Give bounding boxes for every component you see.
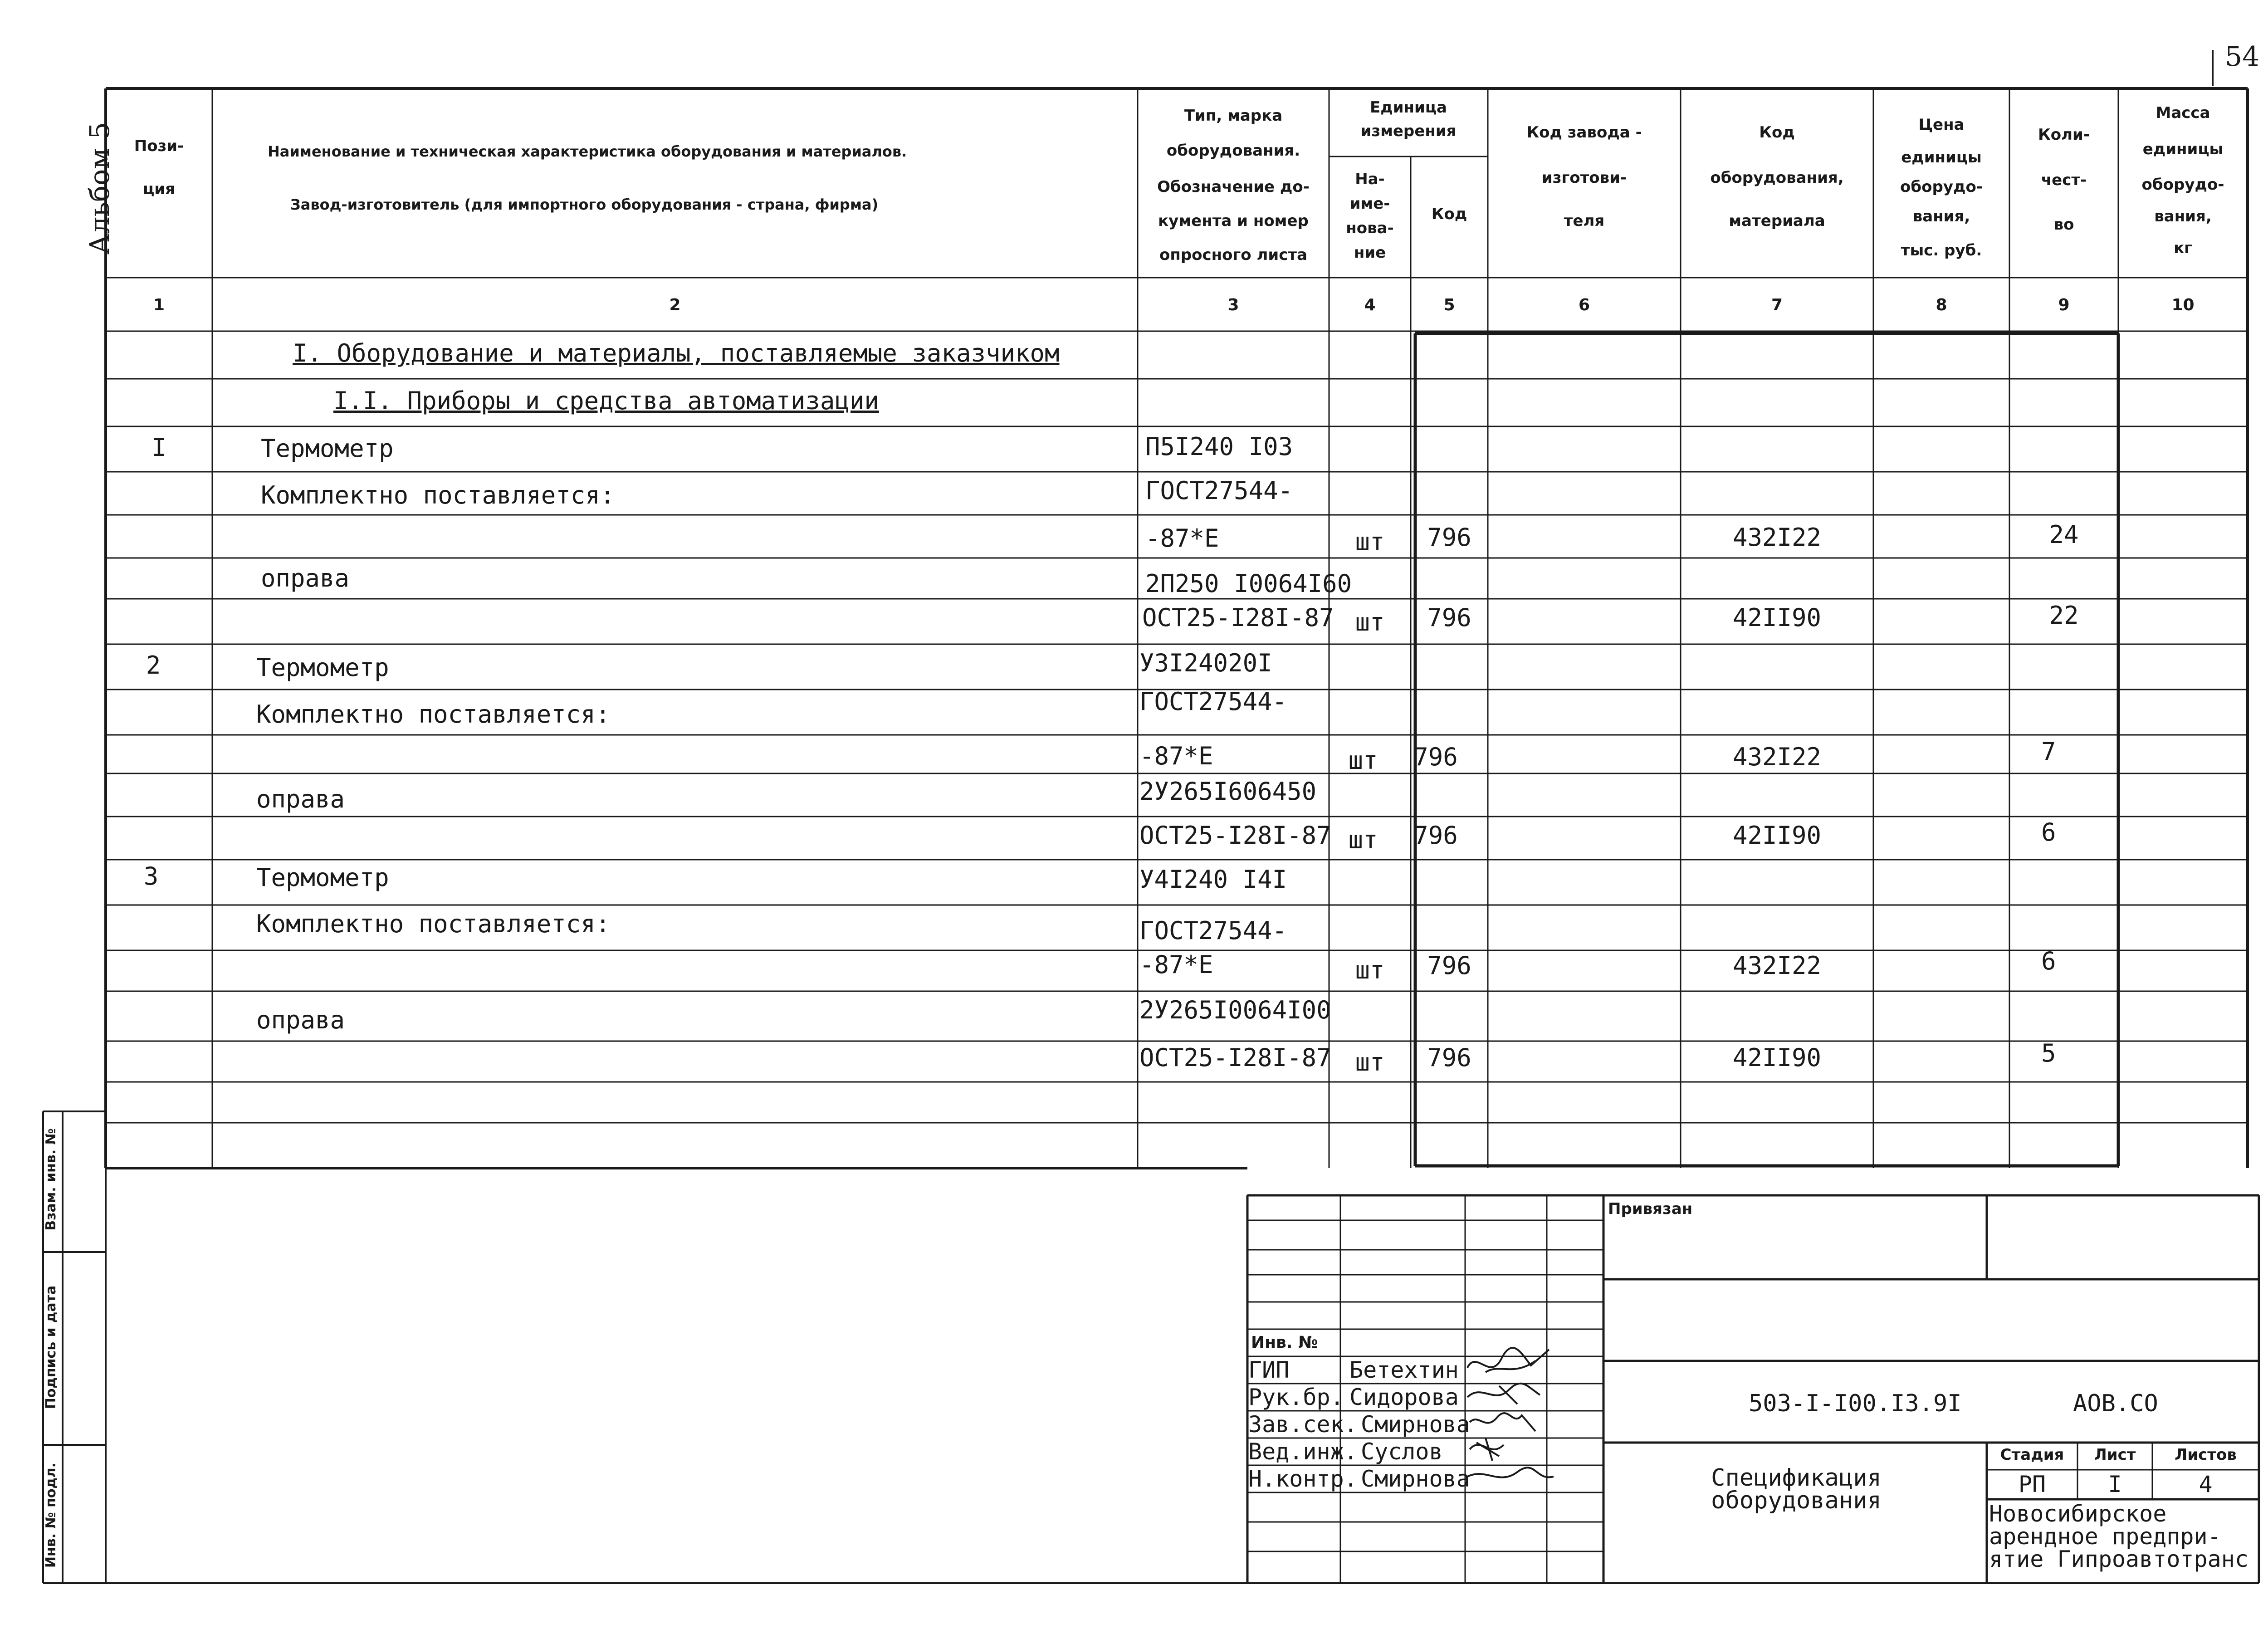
header-col1-l2: ция [143, 180, 175, 198]
header-col4-l2: име- [1349, 195, 1390, 213]
header-col8-l4: вания, [1912, 207, 1970, 225]
row-quantity: 6 [2041, 947, 2056, 975]
row-material-code: 42II90 [1732, 1043, 1822, 1072]
header-col6-l1: Код завода - [1526, 123, 1642, 142]
sheet-label: Лист [2094, 1446, 2136, 1464]
header-col3-l1: Тип, марка [1184, 107, 1283, 125]
signer-name: Смирнова [1361, 1411, 1470, 1438]
album-label: Альбом 5 [84, 122, 116, 255]
stamp-inv-zam: Взам. инв. № [43, 1128, 59, 1231]
header-col7-l2: оборудования, [1710, 169, 1844, 187]
row-quantity: 22 [2049, 601, 2079, 630]
header-col8-l1: Цена [1918, 116, 1965, 134]
row-name: оправа [261, 564, 350, 592]
row-type: ГОСТ27544- [1139, 916, 1287, 945]
header-col4-l3: нова- [1346, 219, 1394, 237]
row-type: -87*Е [1145, 524, 1219, 553]
section-title-1-1: I.I. Приборы и средства автоматизации [333, 386, 879, 415]
row-type: 2У265I606450 [1139, 777, 1317, 806]
row-type: ОСТ25-I28I-87 [1142, 603, 1334, 632]
signer-name: Смирнова [1361, 1466, 1470, 1492]
row-type: ОСТ25-I28I-87 [1139, 1043, 1331, 1072]
row-unit: шт [1348, 826, 1378, 854]
row-unit-code: 796 [1427, 951, 1471, 980]
org-l2: арендное предпри- [1989, 1523, 2221, 1550]
header-col10-l3: оборудо- [2141, 176, 2224, 194]
header-col9-l3: во [2053, 215, 2074, 234]
header-unit-group-l2: измерения [1360, 122, 1457, 140]
row-name: Термометр [256, 653, 389, 682]
org-l3: ятие Гипроавтотранс [1989, 1546, 2248, 1572]
colnum-7: 7 [1771, 296, 1783, 314]
signer-role: Вед.инж. [1248, 1438, 1358, 1465]
org-l1: Новосибирское [1989, 1501, 2167, 1527]
row-unit: шт [1355, 528, 1385, 556]
row-type: У4I240 I4I [1139, 865, 1287, 894]
row-name: Термометр [256, 863, 389, 892]
colnum-8: 8 [1936, 296, 1947, 314]
row-type: П5I240 I03 [1145, 432, 1293, 461]
row-name: оправа [256, 1006, 345, 1034]
row-name: Комплектно поставляется: [256, 910, 611, 938]
doc-title-l2: оборудования [1711, 1487, 1882, 1514]
header-col7-l1: Код [1759, 123, 1795, 142]
signer-role: Рук.бр. [1248, 1384, 1344, 1410]
doc-title-l1: Спецификация [1711, 1464, 1882, 1492]
header-col6-l3: теля [1564, 212, 1605, 230]
row-material-code: 432I22 [1732, 523, 1822, 552]
header-col9-l2: чест- [2041, 171, 2087, 189]
signer-role: ГИП [1248, 1357, 1290, 1383]
header-col10-l1: Масса [2156, 104, 2210, 122]
header-col2-l2: Завод-изготовитель (для импортного оборудования - страна, фирма) [290, 196, 879, 213]
row-material-code: 432I22 [1732, 951, 1822, 980]
header-col4-l1: На- [1355, 170, 1385, 188]
row-unit-code: 796 [1413, 743, 1458, 771]
row-name: оправа [256, 785, 345, 813]
colnum-9: 9 [2058, 296, 2070, 314]
row-unit-code: 796 [1427, 1043, 1471, 1072]
row-type: У3I24020I [1139, 649, 1272, 677]
header-col1-l1: Пози- [134, 137, 184, 155]
header-col7-l3: материала [1729, 212, 1825, 230]
colnum-3: 3 [1227, 296, 1239, 314]
colnum-6: 6 [1578, 296, 1590, 314]
row-quantity: 5 [2041, 1039, 2056, 1067]
stamp-inv-podl: Инв. № подл. [43, 1462, 59, 1568]
stage-value: РП [2018, 1471, 2046, 1497]
row-material-code: 432I22 [1732, 743, 1822, 771]
row-material-code: 42II90 [1732, 603, 1822, 632]
colnum-5: 5 [1443, 296, 1455, 314]
row-type: -87*Е [1139, 742, 1213, 770]
row-unit-code: 796 [1413, 821, 1458, 850]
header-col8-l3: оборудо- [1900, 178, 1983, 196]
row-unit-code: 796 [1427, 603, 1471, 632]
row-unit-code: 796 [1427, 523, 1471, 552]
signer-name: Сидорова [1349, 1384, 1459, 1410]
row-quantity: 24 [2049, 520, 2079, 549]
sheet-value: I [2108, 1471, 2122, 1497]
row-position: 3 [143, 862, 159, 890]
colnum-2: 2 [669, 296, 681, 314]
header-col9-l1: Коли- [2038, 126, 2090, 144]
row-unit: шт [1348, 746, 1378, 775]
row-name: Термометр [261, 434, 394, 463]
sheets-value: 4 [2199, 1471, 2213, 1497]
stamp-podpis-data: Подпись и дата [43, 1285, 59, 1409]
colnum-1: 1 [153, 296, 165, 314]
page-number: 54 [2225, 41, 2260, 73]
row-quantity: 6 [2041, 818, 2056, 846]
header-col10-l4: вания, [2154, 207, 2212, 225]
row-type: ГОСТ27544- [1139, 687, 1287, 716]
signer-role: Зав.сек. [1248, 1411, 1358, 1438]
row-type: ОСТ25-I28I-87 [1139, 821, 1331, 850]
header-col6-l2: изготови- [1541, 169, 1627, 187]
row-type: -87*Е [1139, 950, 1213, 979]
sheets-label: Листов [2175, 1446, 2237, 1464]
section-title-1: I. Оборудование и материалы, поставляемые заказчиком [293, 339, 1060, 367]
header-col3-l3: Обозначение до- [1157, 178, 1310, 196]
header-col3-l5: опросного листа [1159, 246, 1308, 264]
row-quantity: 7 [2041, 737, 2056, 766]
header-col4-l4: ние [1354, 244, 1386, 262]
row-material-code: 42II90 [1732, 821, 1822, 850]
header-col3-l2: оборудования. [1166, 142, 1300, 160]
inv-no-label: Инв. № [1251, 1333, 1318, 1352]
row-unit: шт [1355, 956, 1385, 984]
header-col10-l5: кг [2174, 239, 2192, 257]
handwritten-signatures [1458, 1340, 1576, 1495]
header-unit-group-l1: Единица [1370, 98, 1447, 117]
doc-code: 503-I-I00.I3.9I [1749, 1390, 1962, 1417]
row-unit: шт [1355, 1048, 1385, 1076]
colnum-10: 10 [2171, 296, 2195, 314]
signer-name: Бетехтин [1349, 1357, 1459, 1383]
row-unit: шт [1355, 608, 1385, 636]
row-position: I [152, 433, 166, 462]
row-type: ГОСТ27544- [1145, 476, 1293, 505]
header-col5: Код [1431, 205, 1467, 223]
row-name: Комплектно поставляется: [256, 700, 611, 729]
row-name: Комплектно поставляется: [261, 481, 615, 509]
header-col10-l2: единицы [2142, 140, 2224, 158]
signer-name: Суслов [1361, 1438, 1443, 1465]
colnum-4: 4 [1364, 296, 1376, 314]
header-col8-l5: тыс. руб. [1901, 241, 1982, 259]
header-col2-l1: Наименование и техническая характеристика оборудования и материалов. [268, 143, 907, 160]
doc-mark: АОВ.СО [2073, 1390, 2158, 1417]
header-col3-l4: кумента и номер [1158, 212, 1309, 230]
header-col8-l2: единицы [1901, 148, 1982, 166]
stage-label: Стадия [2000, 1446, 2064, 1464]
row-position: 2 [146, 651, 161, 680]
row-type: 2П250 I0064I60 [1145, 569, 1352, 598]
privyazan-label: Привязан [1608, 1200, 1693, 1218]
row-type: 2У265I0064I00 [1139, 996, 1331, 1024]
signer-role: Н.контр. [1248, 1466, 1358, 1492]
